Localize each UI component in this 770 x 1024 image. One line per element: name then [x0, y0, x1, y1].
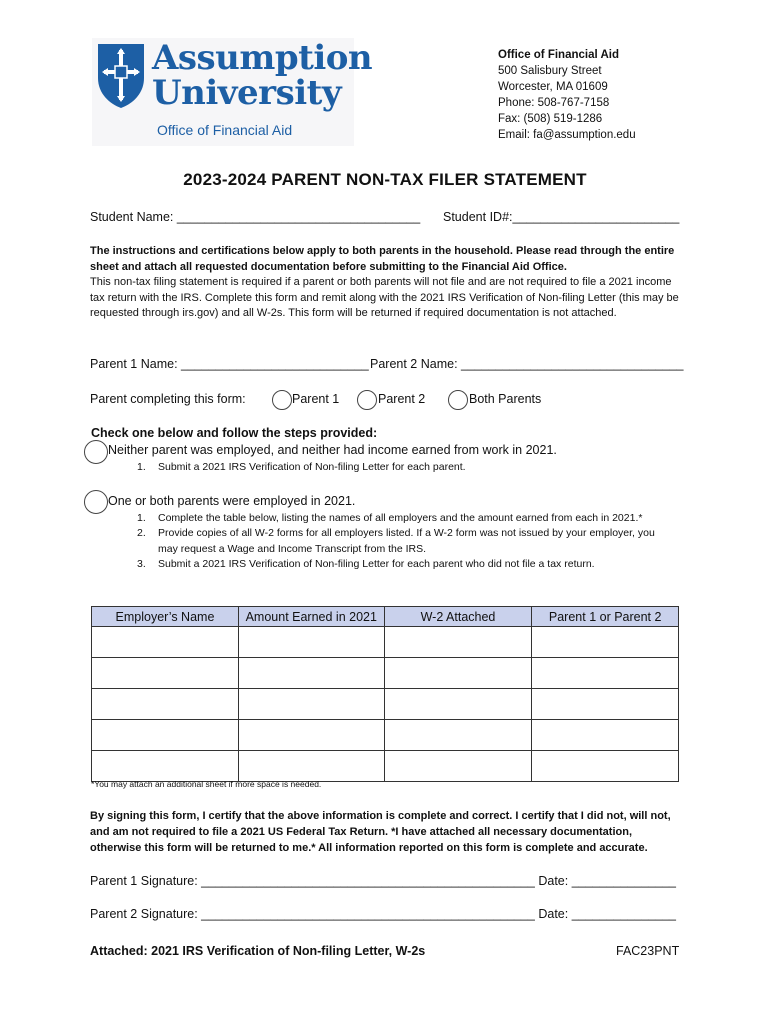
table-row	[92, 720, 679, 751]
parent1-signature-field[interactable]: Parent 1 Signature: ________________________________________________ Date: _______________	[90, 874, 676, 888]
table-cell[interactable]	[532, 751, 679, 782]
parent2-name-field[interactable]: Parent 2 Name: ________________________________	[370, 357, 684, 371]
list-item: 2. Provide copies of all W-2 forms for all employers listed. If a W-2 form was not issued by your employer, you may request a Wage and Income Transcript from the IRS.	[137, 527, 655, 555]
page-title: 2023-2024 PARENT NON-TAX FILER STATEMENT	[183, 170, 587, 189]
table-cell[interactable]	[532, 658, 679, 689]
table-cell[interactable]	[92, 689, 239, 720]
table-cell[interactable]	[238, 720, 384, 751]
university-shield-logo	[96, 42, 146, 110]
col-w2-attached: W-2 Attached	[384, 607, 532, 627]
table-cell[interactable]	[532, 689, 679, 720]
table-cell[interactable]	[92, 627, 239, 658]
radio-parent2[interactable]	[357, 390, 377, 410]
office-fax: Fax: (508) 519-1286	[498, 113, 603, 125]
employed-steps-list	[137, 511, 667, 573]
list-item: 1. Complete the table below, listing the names of all employers and the amount earned from each in 2021.*	[137, 512, 643, 524]
table-row	[92, 658, 679, 689]
office-address2: Worcester, MA 01609	[498, 81, 608, 93]
table-cell[interactable]	[384, 689, 532, 720]
check-heading: Check one below and follow the steps provided:	[91, 426, 378, 440]
table-cell[interactable]	[92, 658, 239, 689]
list-item: 3. Submit a 2021 IRS Verification of Non-filing Letter for each parent who did not file a tax return.	[137, 558, 595, 571]
list-item: 1. Submit a 2021 IRS Verification of Non-filing Letter for each parent.	[137, 461, 466, 473]
option-neither-employed-label: Neither parent was employed, and neither had income earned from work in 2021.	[108, 443, 557, 457]
table-cell[interactable]	[384, 751, 532, 782]
table-cell[interactable]	[238, 658, 384, 689]
radio-both-parents[interactable]	[448, 390, 468, 410]
table-row	[92, 689, 679, 720]
office-contact-block	[498, 47, 636, 143]
logo-name-line2: University	[152, 73, 342, 113]
radio-employed[interactable]	[84, 490, 108, 514]
col-amount-earned: Amount Earned in 2021	[238, 607, 384, 627]
parent1-name-field[interactable]: Parent 1 Name: ___________________________	[90, 357, 369, 371]
logo-subtitle: Office of Financial Aid	[157, 122, 293, 138]
col-parent: Parent 1 or Parent 2	[532, 607, 679, 627]
footer-form-code: FAC23PNT	[616, 944, 680, 958]
table-note: *You may attach an additional sheet if more space is needed.	[91, 779, 322, 789]
student-id-field[interactable]: Student ID#:________________________	[443, 210, 680, 224]
table-cell[interactable]	[238, 689, 384, 720]
neither-steps-list	[137, 460, 466, 475]
table-cell[interactable]	[532, 720, 679, 751]
table-cell[interactable]	[384, 720, 532, 751]
instructions-block	[90, 244, 682, 322]
table-cell[interactable]	[532, 627, 679, 658]
table-cell[interactable]	[238, 751, 384, 782]
employer-table	[91, 606, 679, 782]
office-phone: Phone: 508-767-7158	[498, 97, 610, 109]
option-employed-label: One or both parents were employed in 2021.	[108, 494, 356, 508]
col-employer-name: Employer’s Name	[92, 607, 239, 627]
student-name-field[interactable]: Student Name: ___________________________________	[90, 210, 421, 224]
option-parent2-label: Parent 2	[378, 392, 426, 406]
table-row	[92, 627, 679, 658]
logo-name-line1: Assumption	[152, 38, 373, 78]
table-cell[interactable]	[238, 627, 384, 658]
table-cell[interactable]	[384, 658, 532, 689]
table-cell[interactable]	[384, 627, 532, 658]
instructions-body: This non-tax filing statement is required if a parent or both parents will not file and are not required to file a 2021 income tax return with the IRS. Complete this form and remit along with the 2021 IRS Verification of Non-filing Letter (this may be requested through irs.gov) and all W-2s. This form will be returned if required documentation is not attached.	[90, 276, 679, 320]
certification-text: By signing this form, I certify that the above information is complete and correct. I certify that I did not, will not, and am not required to file a 2021 US Federal Tax Return. *I have attached all necessary documentation, otherwise this form will be returned to me.* All information reported on this form is complete and accurate.	[90, 810, 671, 854]
option-both-parents-label: Both Parents	[469, 392, 542, 406]
radio-parent1[interactable]	[272, 390, 292, 410]
parent-completing-label: Parent completing this form:	[90, 392, 246, 406]
table-header-row	[92, 607, 679, 627]
table-row	[92, 751, 679, 782]
table-cell[interactable]	[92, 751, 239, 782]
table-cell[interactable]	[92, 720, 239, 751]
office-address1: 500 Salisbury Street	[498, 65, 602, 77]
option-parent1-label: Parent 1	[292, 392, 340, 406]
parent2-signature-field[interactable]: Parent 2 Signature: ________________________________________________ Date: _______________	[90, 907, 676, 921]
radio-neither-employed[interactable]	[84, 440, 108, 464]
footer-attached: Attached: 2021 IRS Verification of Non-filing Letter, W-2s	[90, 944, 426, 958]
office-title: Office of Financial Aid	[498, 49, 619, 61]
office-email: Email: fa@assumption.edu	[498, 129, 636, 141]
instructions-bold: The instructions and certifications below apply to both parents in the household. Please read through the entire sheet and attach all requested documentation before submitting to the Financial Aid Office.	[90, 245, 675, 273]
